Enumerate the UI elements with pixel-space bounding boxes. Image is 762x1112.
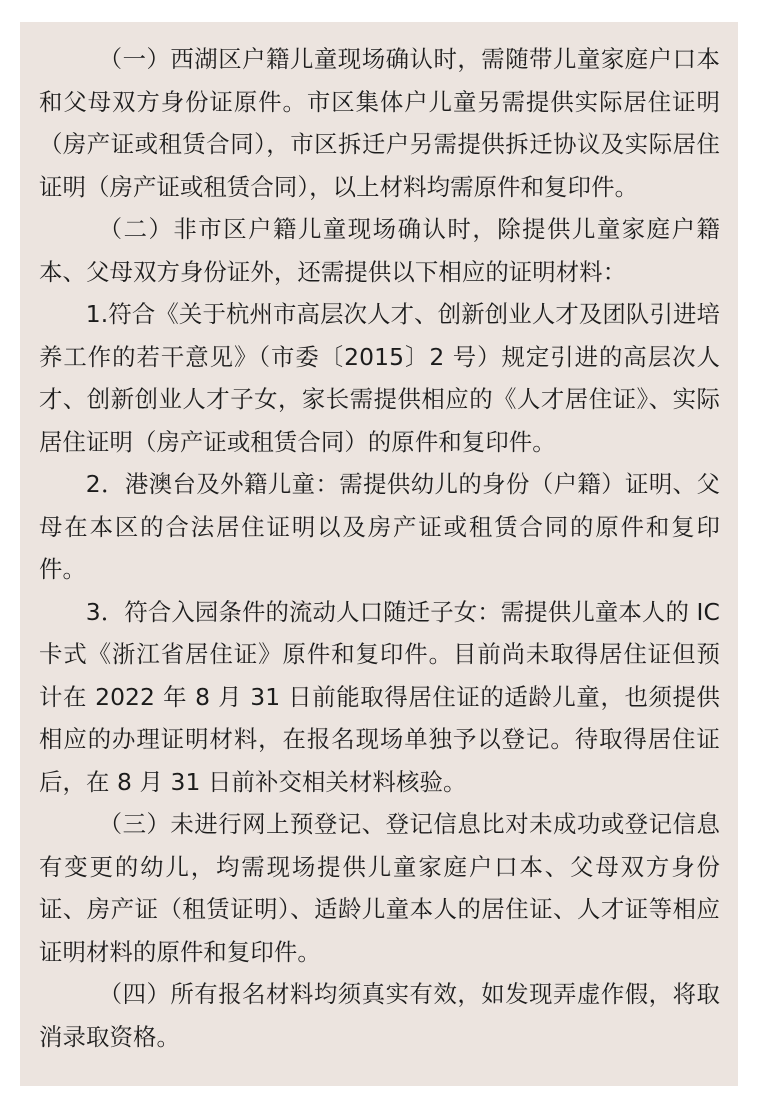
paragraph-section-3: （三）未进行网上预登记、登记信息比对未成功或登记信息有变更的幼儿，均需现场提供儿童家庭户口本、父母双方身份证、房产证（租赁证明）、适龄儿童本人的居住证、人才证等相应证明材料的原件和复印件。 xyxy=(39,810,720,966)
paragraph-item-1: 1.符合《关于杭州市高层次人才、创新创业人才及团队引进培养工作的若干意见》（市委〔2015〕2 号）规定引进的高层次人才、创新创业人才子女，家长需提供相应的《人才居住证》、实际居住证明（房产证或租赁合同）的原件和复印件。 xyxy=(39,300,720,456)
paragraph-section-2: （二）非市区户籍儿童现场确认时，除提供儿童家庭户籍本、父母双方身份证外，还需提供以下相应的证明材料： xyxy=(39,215,720,286)
document-panel xyxy=(20,22,738,1086)
paragraph-section-4: （四）所有报名材料均须真实有效，如发现弄虚作假，将取消录取资格。 xyxy=(39,980,720,1051)
paragraph-section-1: （一）西湖区户籍儿童现场确认时，需随带儿童家庭户口本和父母双方身份证原件。市区集体户儿童另需提供实际居住证明（房产证或租赁合同），市区拆迁户另需提供拆迁协议及实际居住证明（房产证或租赁合同），以上材料均需原件和复印件。 xyxy=(39,45,720,201)
paragraph-item-2: 2．港澳台及外籍儿童：需提供幼儿的身份（户籍）证明、父母在本区的合法居住证明以及房产证或租赁合同的原件和复印件。 xyxy=(39,470,720,583)
paragraph-item-3: 3．符合入园条件的流动人口随迁子女：需提供儿童本人的 IC 卡式《浙江省居住证》原件和复印件。目前尚未取得居住证但预计在 2022 年 8 月 31 日前能取得居住证的适龄儿童，也须提供相应的办理证明材料，在报名现场单独予以登记。待取得居住证后，在 8 月 31 日前补交相关材料核验。 xyxy=(39,597,720,796)
